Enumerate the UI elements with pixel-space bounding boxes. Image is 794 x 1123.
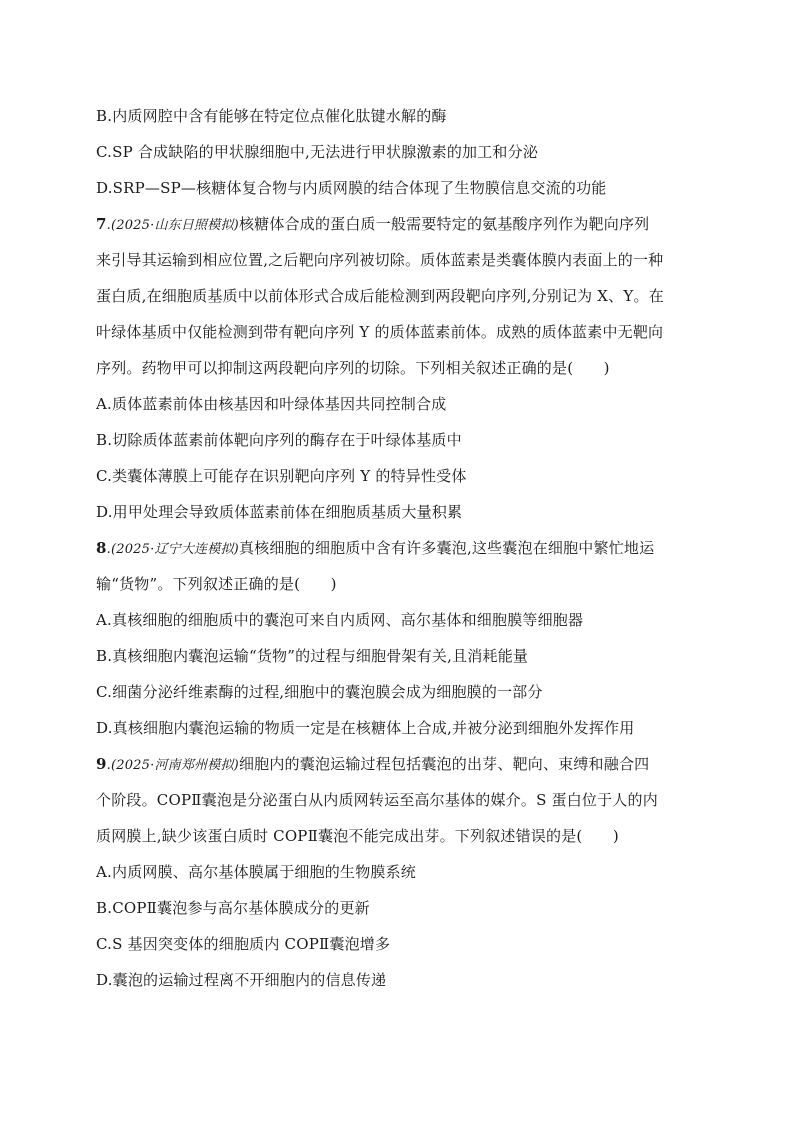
question-8 <box>96 530 706 746</box>
question-stem-line: 个阶段。COPⅡ囊泡是分泌蛋白从内质网转运至高尔基体的媒介。S 蛋白位于人的内 <box>96 791 658 809</box>
document-page <box>96 98 706 998</box>
question-6-tail <box>96 98 706 206</box>
option-d: D.用甲处理会导致质体蓝素前体在细胞质基质大量积累 <box>96 503 463 521</box>
question-source: .(2025·山东日照模拟) <box>106 218 239 233</box>
option-b: B.内质网腔中含有能够在特定位点催化肽键水解的酶 <box>96 107 447 125</box>
question-source: .(2025·辽宁大连模拟) <box>106 542 239 557</box>
question-source: .(2025·河南郑州模拟) <box>106 758 239 773</box>
question-stem-line: 来引导其运输到相应位置,之后靶向序列被切除。质体蓝素是类囊体膜内表面上的一种 <box>96 251 664 269</box>
option-a: A.真核细胞的细胞质中的囊泡可来自内质网、高尔基体和细胞膜等细胞器 <box>96 611 584 629</box>
option-c: C.类囊体薄膜上可能存在识别靶向序列 Y 的特异性受体 <box>96 467 467 485</box>
question-number: 8 <box>96 539 107 557</box>
question-stem-line: 序列。药物甲可以抑制这两段靶向序列的切除。下列相关叙述正确的是( ) <box>96 359 610 377</box>
option-b: B.真核细胞内囊泡运输“货物”的过程与细胞骨架有关,且消耗能量 <box>96 647 529 665</box>
question-stem-line: 输“货物”。下列叙述正确的是( ) <box>96 575 337 593</box>
option-a: A.质体蓝素前体由核基因和叶绿体基因共同控制合成 <box>96 395 447 413</box>
question-stem-line: 8.(2025·辽宁大连模拟)真核细胞的细胞质中含有许多囊泡,这些囊泡在细胞中繁忙地运 <box>96 539 655 557</box>
option-d: D.SRP—SP—核糖体复合物与内质网膜的结合体现了生物膜信息交流的功能 <box>96 179 607 197</box>
question-stem-line: 9.(2025·河南郑州模拟)细胞内的囊泡运输过程包括囊泡的出芽、靶向、束缚和融合四 <box>96 755 650 773</box>
question-stem-line: 叶绿体基质中仅能检测到带有靶向序列 Y 的质体蓝素前体。成熟的质体蓝素中无靶向 <box>96 323 664 341</box>
question-stem-line: 蛋白质,在细胞质基质中以前体形式合成后能检测到两段靶向序列,分别记为 X、Y。在 <box>96 287 664 305</box>
option-b: B.COPⅡ囊泡参与高尔基体膜成分的更新 <box>96 899 370 917</box>
question-9 <box>96 746 706 998</box>
question-number: 7 <box>96 215 107 233</box>
question-7 <box>96 206 706 530</box>
question-number: 9 <box>96 755 107 773</box>
option-d: D.真核细胞内囊泡运输的物质一定是在核糖体上合成,并被分泌到细胞外发挥作用 <box>96 719 635 737</box>
option-c: C.S 基因突变体的细胞质内 COPⅡ囊泡增多 <box>96 935 391 953</box>
option-c: C.细菌分泌纤维素酶的过程,细胞中的囊泡膜会成为细胞膜的一部分 <box>96 683 543 701</box>
option-c: C.SP 合成缺陷的甲状腺细胞中,无法进行甲状腺激素的加工和分泌 <box>96 143 539 161</box>
question-stem-line: 质网膜上,缺少该蛋白质时 COPⅡ囊泡不能完成出芽。下列叙述错误的是( ) <box>96 827 619 845</box>
option-d: D.囊泡的运输过程离不开细胞内的信息传递 <box>96 971 387 989</box>
option-b: B.切除质体蓝素前体靶向序列的酶存在于叶绿体基质中 <box>96 431 462 449</box>
question-stem-line: 7.(2025·山东日照模拟)核糖体合成的蛋白质一般需要特定的氨基酸序列作为靶向序列 <box>96 215 650 233</box>
option-a: A.内质网膜、高尔基体膜属于细胞的生物膜系统 <box>96 863 417 881</box>
